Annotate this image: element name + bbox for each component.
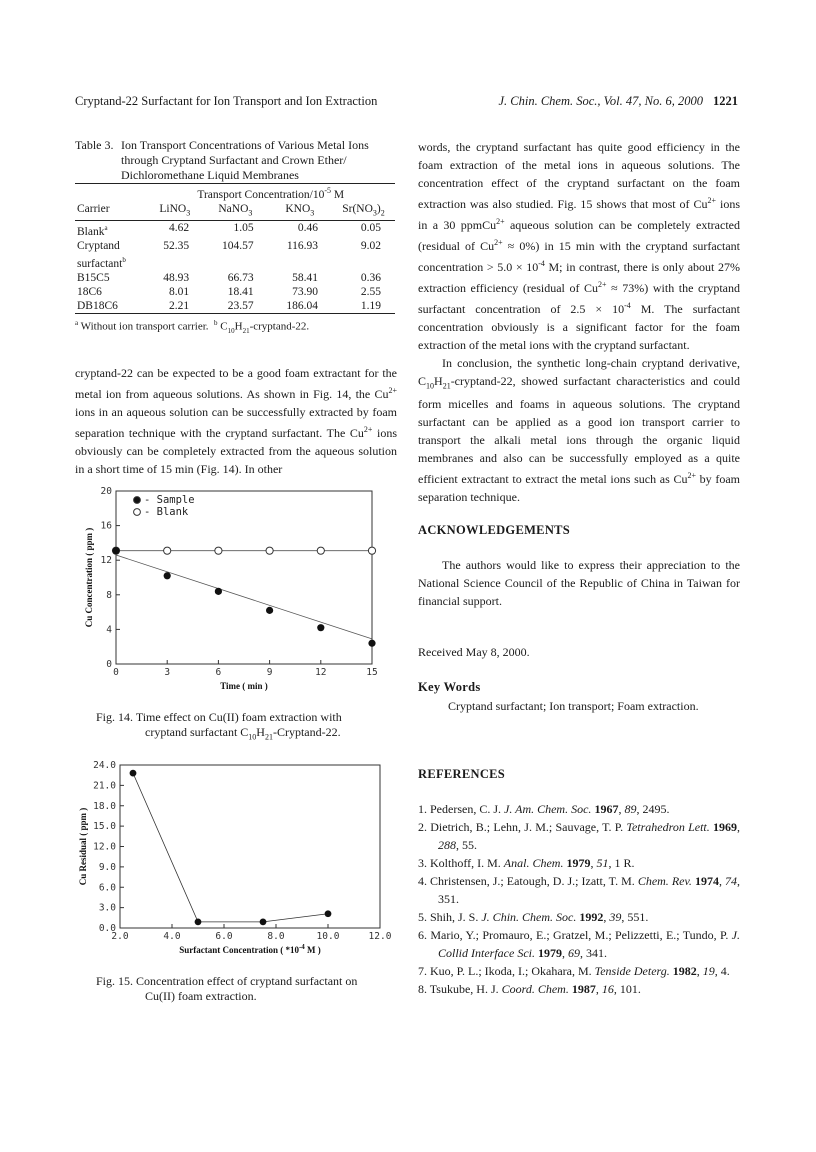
x-tick-label: 12 (315, 667, 327, 678)
sample-point (317, 624, 324, 631)
blank-point (266, 547, 273, 554)
plot-frame (120, 765, 380, 928)
table-row (75, 271, 395, 285)
y-tick-label: 9.0 (98, 861, 116, 873)
table-cell: 48.93 (163, 271, 190, 284)
table-cell: 0.05 (360, 222, 381, 235)
running-header-title: Cryptand-22 Surfactant for Ion Transport and Ion Extraction (75, 94, 378, 108)
received-date: Received May 8, 2000. (418, 645, 530, 659)
x-tick-label: 6 (215, 667, 222, 678)
x-tick-label: 0 (113, 667, 119, 678)
y-tick-label: 12 (100, 555, 112, 567)
col-header-nano3: NaNO$_3$ (218, 202, 253, 218)
residual-point (260, 918, 267, 925)
table-cell: 2.21 (169, 299, 190, 312)
y-tick-label: 16 (100, 520, 112, 532)
running-header-journal (498, 94, 738, 109)
reference-item: 3. Kolthoff, I. M. Anal. Chem. 1979, 51, 1 R. (418, 856, 635, 870)
table-title-line: Ion Transport Concentrations of Various Metal Ions (121, 138, 369, 152)
fig14-label: Fig. 14. (96, 710, 134, 724)
table-cell: 4.62 (169, 222, 190, 235)
table-spanner: Transport Concentration/$10^{-5}$ M (197, 186, 345, 201)
table-cell: 9.02 (360, 239, 381, 252)
table-cell: 8.01 (169, 285, 190, 298)
reference-item: 7. Kuo, P. L.; Ikoda, I.; Okahara, M. Tenside Deterg. 1982, 19, 4. (418, 964, 730, 978)
y-tick-label: 24.0 (93, 760, 116, 771)
y-tick-label: 3.0 (98, 902, 116, 914)
table-cell: 52.35 (163, 239, 190, 252)
table-cell: 2.55 (360, 285, 381, 298)
y-tick-label: 0.0 (98, 923, 116, 934)
table-label: Table 3. (75, 138, 114, 152)
table-cell-carrier: B15C5 (77, 271, 110, 284)
reference-item: 8. Tsukube, H. J. Coord. Chem. 1987, 16, 101. (418, 982, 641, 996)
y-tick-label: 21.0 (93, 780, 116, 792)
x-tick-label: 9 (266, 667, 273, 678)
table-cell: 186.04 (286, 299, 319, 312)
fig15-chart (76, 755, 396, 965)
sample-point (164, 572, 171, 579)
col-header-srno3: $Sr(NO_3)_2$ (342, 202, 385, 218)
table-cell: 1.19 (360, 299, 381, 312)
table-cell-carrier: DB18C6 (77, 299, 118, 312)
table-cell-carrier: surfactant$^b$ (77, 255, 126, 270)
x-axis-title: Time ( min ) (220, 681, 268, 691)
table-cell: 116.93 (286, 239, 319, 252)
key-words-text: Cryptand surfactant; Ion transport; Foam extraction. (448, 699, 699, 713)
y-tick-label: 8 (106, 589, 112, 601)
table-row (75, 285, 395, 299)
reference-item: 5. Shih, J. S. J. Chin. Chem. Soc. 1992, 39, 551. (418, 910, 649, 924)
table-cell: 0.36 (360, 271, 381, 284)
y-tick-label: 20 (100, 486, 112, 497)
blank-point (215, 547, 222, 554)
table-cell: 0.46 (297, 222, 319, 235)
x-tick-label: 10.0 (316, 931, 340, 942)
right-paragraph-1: words, the cryptand surfactant has quite good efficiency in the foam extraction of the metal ions in aqueous solutions. The concentration effect of the cryptand surfactant on the foam extraction was also studied. Fig. 15 shows that most of $Cu^{2+}$ ions in a 30 ppmCu$^{2+}$ aqueous solution can be completely extracted (residual of $Cu^{2+} \approx 0\%$) in 15 min with the cryptand surfactant concentration > $5.0 \times 10^{-4}$ M; in contrast, there is only about 27% extraction efficiency (residual of $Cu^{2+} \approx 73\%$) with the cryptand surfactant concentration of $2.5 \times 10^{-4}$ M. The surfactant concentration obviously is a significant factor for the foam extraction of the metal ions with the cryptand surfactant. (418, 140, 741, 352)
x-tick-label: 15 (366, 667, 378, 678)
y-tick-label: 6.0 (98, 882, 116, 894)
x-tick-label: 12.0 (368, 931, 392, 942)
fig15-caption: Fig. 15. Concentration effect of cryptand surfactant on Cu(II) foam extraction. (96, 974, 358, 1003)
residual-point (325, 910, 332, 917)
table-title-line: through Cryptand Surfactant and Crown Ether/ (121, 153, 347, 167)
table-cell: 104.57 (221, 239, 254, 252)
table-cell: 23.57 (227, 299, 254, 312)
y-tick-label: 18.0 (93, 800, 116, 812)
reference-item: 4. Christensen, J.; Eatough, D. J.; Izatt, T. M. Chem. Rev. 1974, 74, 351. (418, 874, 740, 906)
legend-marker (134, 497, 141, 504)
key-words-heading: Key Words (418, 680, 481, 694)
reference-item: 2. Dietrich, B.; Lehn, J. M.; Sauvage, T. P. Tetrahedron Lett. 1969, 288, 55. (418, 820, 741, 852)
body-paragraph-right (418, 138, 740, 506)
x-tick-label: 3 (164, 667, 171, 678)
table-cell: 73.90 (292, 285, 319, 298)
table-cell: 1.05 (233, 222, 254, 235)
acknowledgements-text: The authors would like to express their appreciation to the National Science Council of the Republic of China in Taiwan for financial support. (418, 558, 740, 608)
x-tick-label: 2.0 (111, 931, 129, 942)
y-tick-label: 15.0 (93, 821, 116, 833)
journal-citation: J. Chin. Chem. Soc., Vol. 47, No. 6, 2000 (498, 94, 703, 108)
blank-point (368, 547, 375, 554)
fig15-label: Fig. 15. (96, 974, 134, 988)
y-tick-label: 12.0 (93, 841, 116, 853)
sample-point (368, 640, 375, 647)
body-paragraph (75, 364, 397, 478)
table-cell-carrier: 18C6 (77, 285, 102, 298)
col-header-lino3: LiNO$_3$ (159, 202, 191, 218)
table-row (75, 299, 395, 314)
blank-point (317, 547, 324, 554)
sample-fit-line (116, 555, 372, 639)
reference-list (418, 800, 740, 998)
page-number: 1221 (713, 94, 738, 108)
residual-point (130, 770, 137, 777)
legend-label: - Blank (144, 506, 189, 518)
residual-point (195, 918, 202, 925)
table-caption (75, 138, 397, 183)
fig14-chart (80, 483, 390, 698)
table-cell: 18.41 (227, 285, 254, 298)
legend-marker (134, 509, 141, 516)
y-axis-title: Cu Concentration ( ppm ) (84, 527, 94, 628)
y-tick-label: 0 (106, 659, 112, 670)
blank-point (164, 547, 171, 554)
table-row (75, 221, 395, 239)
ion-transport-table (75, 183, 395, 314)
table-cell: 58.41 (292, 271, 319, 284)
left-paragraph-text: cryptand-22 can be expected to be a good foam extractant for the metal ion from aqueous solutions. As shown in Fig. 14, the $Cu^{2+}$ ions in an aqueous solution can be successfully extracted by foam separation technique with the cryptand surfactant. The $Cu^{2+}$ ions obviously can be completely extracted from the aqueous solution in a short time of 15 min (Fig. 14). In other (75, 366, 397, 476)
table-footnote: $^a$ Without ion transport carrier. $^b$ $C_{10}H_{21}-cryptand-22$. (75, 319, 310, 335)
table-title-line: Dichloromethane Liquid Membranes (121, 168, 299, 182)
reference-item: 1. Pedersen, C. J. J. Am. Chem. Soc. 1967, 89, 2495. (418, 802, 670, 816)
reference-item: 6. Mario, Y.; Promauro, E.; Gratzel, M.; Pelizzetti, E.; Tundo, P. J. Collid Interface Sci. 1979, 69, 341. (418, 928, 740, 960)
table-cell-carrier: Cryptand (77, 239, 120, 252)
fig14-caption: Fig. 14. Time effect on Cu(II) foam extraction with cryptand surfactant $C_{10}H_{21}-Cryptand-22$. (96, 710, 342, 742)
residual-line (133, 773, 328, 922)
y-tick-label: 4 (106, 624, 112, 636)
table-cell: 66.73 (227, 271, 254, 284)
x-tick-label: 8.0 (267, 931, 285, 942)
sample-point (112, 547, 119, 554)
table-cell (147, 253, 204, 271)
right-paragraph-2: In conclusion, the synthetic long-chain cryptand derivative, $C_{10}H_{21}-cryptand-22$, showed surfactant characteristics and could form micelles and foams in aqueous solutions. The cryptand surfactant can be applied as a good ion transport carrier to transport the alkali metal ions through the organic liquid membranes and also can be successfully employed as a quite efficient extractant to extract the metal ions such as $Cu^{2+}$ by foam separation technique. (418, 356, 740, 505)
table-row (75, 239, 395, 253)
references-heading: REFERENCES (418, 767, 506, 781)
table-row (75, 253, 395, 271)
table-cell (332, 253, 395, 271)
table-cell-carrier: Blank$^a$ (77, 224, 108, 238)
legend-label: - Sample (144, 494, 195, 506)
sample-point (215, 588, 222, 595)
y-axis-title: Cu Residual ( ppm ) (78, 807, 88, 886)
table-cell (203, 253, 267, 271)
sample-point (266, 607, 273, 614)
table-cell (268, 253, 332, 271)
col-header-kno3: $KNO_3$ (285, 202, 315, 218)
acknowledgements-heading: ACKNOWLEDGEMENTS (418, 523, 571, 537)
x-tick-label: 6.0 (215, 931, 233, 942)
x-axis-title: Surfactant Concentration ( $*10^{-4}$ M ) (179, 943, 321, 955)
col-header-carrier: Carrier (77, 202, 110, 215)
x-tick-label: 4.0 (163, 931, 181, 942)
